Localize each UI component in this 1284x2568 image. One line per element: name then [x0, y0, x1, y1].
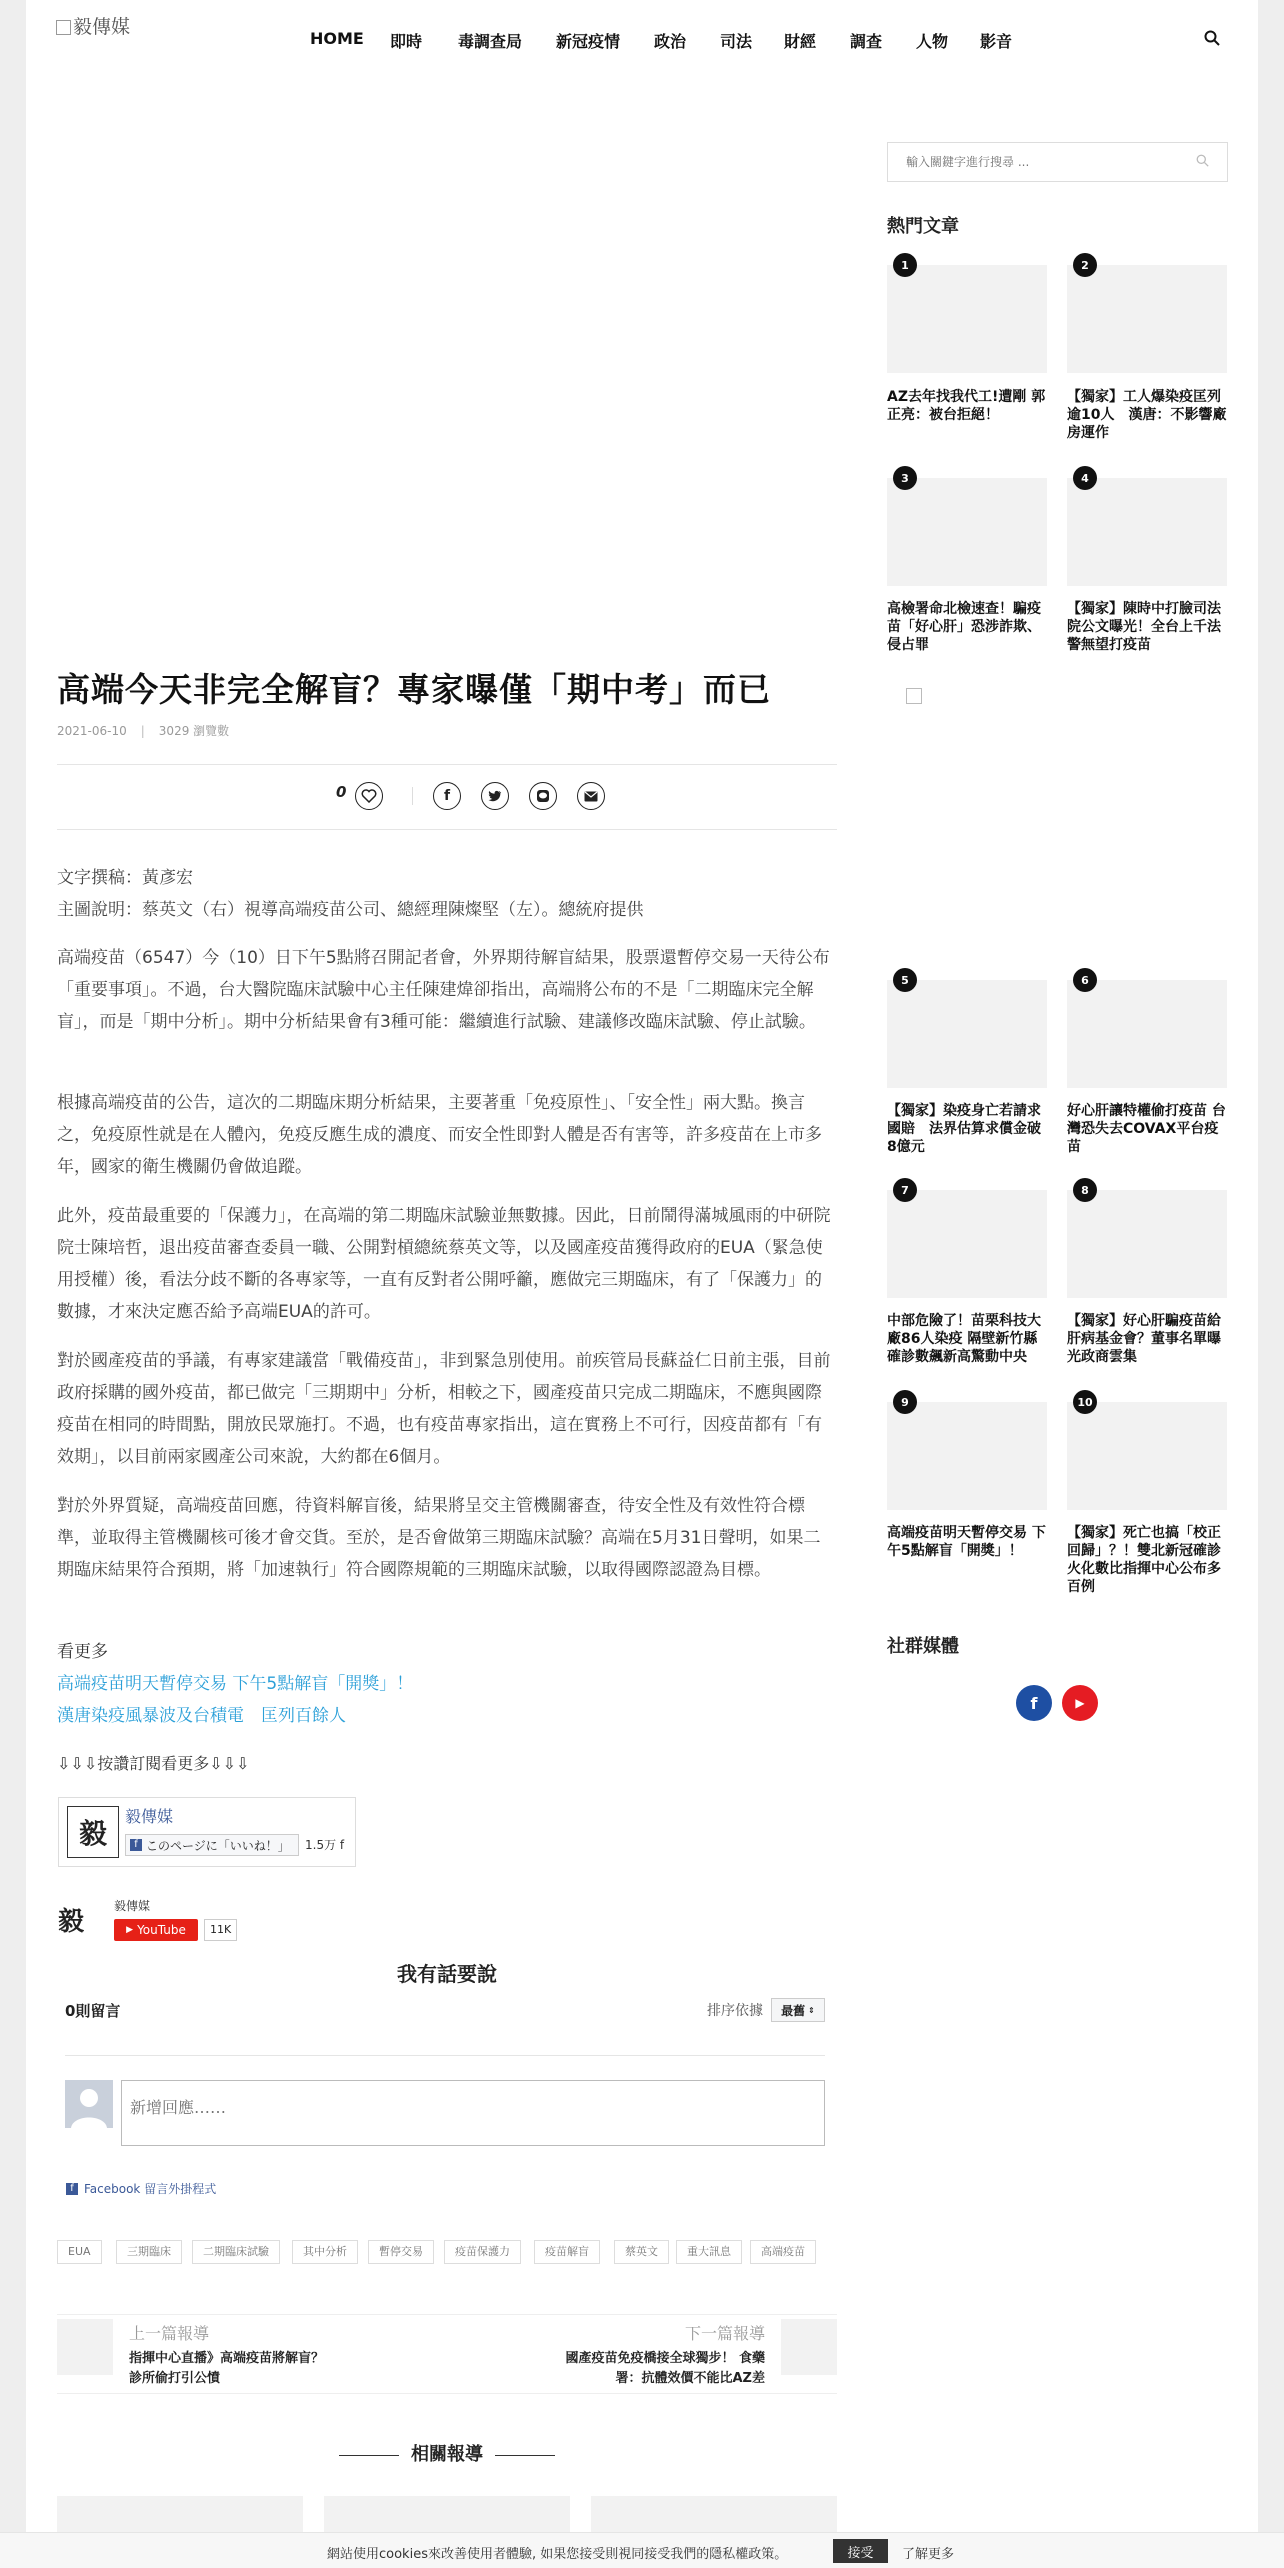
related-line-left: [339, 2455, 399, 2456]
sidebar-ad-image-icon: [906, 688, 922, 704]
comment-heading: 我有話要說: [397, 1962, 497, 1986]
popular-post-thumb[interactable]: [1067, 980, 1227, 1088]
popular-post-thumb[interactable]: [1067, 265, 1227, 373]
popular-post-title[interactable]: 【獨家】陳時中打臉司法院公文曝光！全台上千法警無望打疫苗: [1067, 601, 1221, 653]
commenter-avatar: [65, 2080, 113, 2128]
cookie-consent-bar: [0, 2532, 1284, 2568]
article-paragraph: 根據高端疫苗的公告，這次的二期臨床期分析結果，主要著重「免疫原性」、「安全性」兩大點。換言之，免疫原性就是在人體內，免疫反應生成的濃度、而安全性即對人體是否有害等，許多疫苗在上市多年，國家的衛生機關仍會做追蹤。: [57, 1093, 822, 1177]
popular-post-rank: 1: [893, 253, 917, 277]
popular-post-title[interactable]: 中部危險了！苗栗科技大廠86人染疫 隔壁新竹縣確診數飆新高驚動中央: [887, 1313, 1041, 1365]
tag-trading-halt[interactable]: 暫停交易: [368, 2240, 434, 2264]
tag-medigen[interactable]: 高端疫苗: [750, 2240, 816, 2264]
popular-post-thumb[interactable]: [887, 265, 1047, 373]
popular-posts-title: 熱門文章: [887, 216, 959, 237]
fb-page-avatar[interactable]: 毅: [67, 1806, 119, 1858]
popular-post-title[interactable]: AZ去年找我代工!遭剛 郭正亮：被台拒絕！: [887, 389, 1046, 423]
heart-icon: [361, 789, 377, 803]
facebook-icon: f: [1030, 1693, 1038, 1713]
article-byline: 文字撰稿：黃彥宏: [57, 868, 193, 888]
photo-caption: 主圖說明：蔡英文（右）視導高端疫苗公司、總經理陳燦堅（左）。總統府提供: [57, 900, 644, 920]
prev-post-label: 上一篇報導: [129, 2324, 210, 2343]
popular-post-thumb[interactable]: [887, 1190, 1047, 1298]
popular-post-title[interactable]: 高檢署命北檢速查！騙疫苗「好心肝」恐涉詐欺、侵占罪: [887, 601, 1041, 653]
popular-post-title[interactable]: 【獨家】染疫身亡若請求國賠 法界估算求償金破8億元: [887, 1103, 1041, 1155]
popular-post-title[interactable]: 【獨家】好心肝騙疫苗給肝病基金會？董事名單曝光政商雲集: [1067, 1313, 1221, 1365]
related-label: 相關報導: [411, 2444, 483, 2465]
facebook-icon: f: [130, 1839, 142, 1851]
share-line-button[interactable]: [529, 782, 557, 810]
nav-video[interactable]: 影音: [980, 32, 1013, 51]
popular-post-thumb[interactable]: [887, 980, 1047, 1088]
popular-post-thumb[interactable]: [1067, 1402, 1227, 1510]
popular-post-rank: 9: [893, 1390, 917, 1414]
facebook-icon: f: [443, 788, 451, 804]
yt-subscribe-button[interactable]: [114, 1919, 198, 1941]
popular-post-title[interactable]: 【獨家】工人爆染疫匡列逾10人 漢唐：不影響廠房運作: [1067, 389, 1227, 441]
nav-judiciary[interactable]: 司法: [720, 32, 753, 51]
comment-divider: [65, 2055, 825, 2056]
ad-space: [56, 100, 836, 650]
article-meta: [57, 722, 229, 739]
share-twitter-button[interactable]: [481, 782, 509, 810]
next-post-thumb[interactable]: [781, 2319, 837, 2375]
facebook-icon: f: [66, 2183, 78, 2195]
popular-post-thumb[interactable]: [1067, 1190, 1227, 1298]
sort-arrows-icon: ⇕: [808, 2005, 815, 2015]
tag-phase2-trial[interactable]: 二期臨床試驗: [192, 2240, 280, 2264]
related-heading: [57, 2440, 837, 2466]
cookie-text: 網站使用cookies來改善使用者體驗, 如果您接受則視同接受我們的隱私權政策。: [327, 2547, 788, 2562]
logo-image-icon: [56, 20, 71, 35]
share-facebook-button[interactable]: [433, 782, 461, 810]
popular-post-rank: 5: [893, 968, 917, 992]
tag-tsai[interactable]: 蔡英文: [614, 2240, 669, 2264]
comment-count: 0則留言: [65, 2002, 121, 2020]
article-title: 高端今天非完全解盲？專家曝僅「期中考」而已: [57, 670, 771, 709]
like-count: 0: [336, 783, 347, 801]
popular-post-title[interactable]: 【獨家】死亡也搞「校正回歸」？！雙北新冠確診火化數比指揮中心公布多百例: [1067, 1525, 1221, 1595]
facebook-page-widget: [58, 1797, 356, 1867]
popular-post-rank: 3: [893, 466, 917, 490]
related-line-right: [495, 2455, 555, 2456]
twitter-icon: [488, 790, 502, 802]
nav-finance[interactable]: 財經: [784, 32, 817, 51]
site-header: [26, 0, 1258, 80]
popular-post-thumb[interactable]: [1067, 478, 1227, 586]
fb-like-label: このページに「いいね！」: [146, 1838, 290, 1853]
yt-channel-avatar[interactable]: 毅: [58, 1907, 85, 1937]
line-icon: [536, 789, 550, 803]
post-navigation: [57, 2314, 837, 2394]
logo-text: 毅傳媒: [73, 16, 131, 38]
article-views: 3029 瀏覽數: [158, 724, 230, 738]
popular-post-rank: 4: [1073, 466, 1097, 490]
youtube-play-icon: ▶: [1075, 1696, 1085, 1710]
cookie-learn-more-link[interactable]: 了解更多: [902, 2547, 955, 2562]
fb-plugin-label: Facebook 留言外掛程式: [84, 2182, 217, 2196]
nav-people[interactable]: 人物: [916, 32, 949, 51]
search-icon[interactable]: [1196, 154, 1209, 167]
nav-realtime[interactable]: 即時: [390, 32, 423, 51]
share-bar: [57, 764, 837, 830]
prev-post-thumb[interactable]: [57, 2319, 113, 2375]
tag-major-news[interactable]: 重大訊息: [676, 2240, 742, 2264]
nav-investigations[interactable]: 調查: [850, 32, 883, 51]
social-facebook-button[interactable]: [1016, 1685, 1052, 1721]
social-youtube-button[interactable]: [1062, 1685, 1098, 1721]
sort-select[interactable]: [771, 1998, 825, 2022]
site-logo[interactable]: [56, 12, 130, 39]
sort-value: 最舊: [781, 2003, 806, 2018]
nav-politics[interactable]: 政治: [654, 32, 687, 51]
fb-comments-plugin-link[interactable]: [66, 2180, 216, 2197]
yt-subscriber-count: 11K: [204, 1919, 237, 1941]
fb-like-button[interactable]: [125, 1834, 299, 1856]
article-paragraph: 此外，疫苗最重要的「保護力」，在高端的第二期臨床試驗並無數據。因此，日前鬧得滿城風雨的中研院院士陳培哲，退出疫苗審查委員一職、公開對槓總統蔡英文等，以及國產疫苗獲得政府的EUA（緊急使用授權）後，看法分歧不斷的各專家等，一直有反對者公開呼籲，應做完三期臨床，有了「保護力」的數據，才來決定應否給予高端EUA的許可。: [57, 1206, 831, 1322]
search-icon[interactable]: [1204, 30, 1220, 46]
youtube-widget: [58, 1897, 258, 1947]
popular-post-rank: 2: [1073, 253, 1097, 277]
nav-investigation-bureau[interactable]: 毒調查局: [458, 32, 523, 51]
tag-phase3[interactable]: 三期臨床: [116, 2240, 182, 2264]
popular-post-title[interactable]: 高端疫苗明天暫停交易 下午5點解盲「開獎」！: [887, 1525, 1046, 1559]
nav-covid[interactable]: 新冠疫情: [556, 32, 621, 51]
social-media-title: 社群媒體: [887, 1636, 959, 1657]
fb-like-count: 1.5万 f: [305, 1838, 345, 1852]
article-date: 2021-06-10: [57, 724, 127, 738]
next-post-title[interactable]: 國產疫苗免疫橋接全球獨步！ 食藥署：抗體效價不能比AZ差: [565, 2351, 765, 2386]
fb-page-name[interactable]: 毅傳媒: [125, 1807, 174, 1826]
yt-channel-name[interactable]: 毅傳媒: [114, 1899, 151, 1913]
see-more-label: 看更多: [57, 1642, 108, 1662]
cookie-accept-button[interactable]: 接受: [833, 2539, 888, 2563]
email-icon: [584, 791, 598, 802]
nav-home[interactable]: HOME: [310, 29, 364, 48]
share-divider: [412, 787, 413, 805]
article-paragraph: 對於國產疫苗的爭議，有專家建議當「戰備疫苗」，非到緊急別使用。前疾管局長蘇益仁日前主張，目前政府採購的國外疫苗，都已做完「三期期中」分析，相較之下，國產疫苗只完成二期臨床，不應與國際疫苗在相同的時間點，開放民眾施打。不過，也有疫苗專家指出，這在實務上不可行，因疫苗都有「有效期」，以目前兩家國產公司來說，大約都在6個月。: [57, 1351, 831, 1467]
comment-input[interactable]: [121, 2080, 825, 2146]
popular-post-title[interactable]: 好心肝讓特權偷打疫苗 台灣恐失去COVAX平台疫苗: [1067, 1103, 1226, 1155]
tag-analysis[interactable]: 其中分析: [292, 2240, 358, 2264]
article-paragraph: 高端疫苗（6547）今（10）日下午5點將召開記者會，外界期待解盲結果，股票還暫停交易一天待公布「重要事項」。不過，台大醫院臨床試驗中心主任陳建煒卻指出，高端將公布的不是「二期臨床完全解盲」，而是「期中分析」。期中分析結果會有3種可能：繼續進行試驗、建議修改臨床試驗、停止試驗。: [57, 948, 830, 1032]
youtube-play-icon: ▶: [126, 1925, 134, 1935]
sidebar-search-input[interactable]: [887, 142, 1228, 182]
yt-button-label: YouTube: [137, 1923, 186, 1937]
tag-vaccine-unblinding[interactable]: 疫苗解盲: [534, 2240, 600, 2264]
popular-post-rank: 6: [1073, 968, 1097, 992]
popular-post-rank: 10: [1073, 1390, 1097, 1414]
tag-eua[interactable]: EUA: [57, 2240, 102, 2264]
sort-label: 排序依據: [707, 2003, 763, 2019]
popular-post-thumb[interactable]: [887, 1402, 1047, 1510]
popular-post-thumb[interactable]: [887, 478, 1047, 586]
see-more-link[interactable]: 高端疫苗明天暫停交易 下午5點解盲「開獎」！: [57, 1674, 414, 1694]
prev-post-title[interactable]: 指揮中心直播》高端疫苗將解盲？ 診所偷打引公憤: [129, 2351, 338, 2386]
like-button[interactable]: [355, 782, 383, 810]
page: [26, 0, 1258, 2568]
subscribe-prompt: ⇩⇩⇩按讚訂閱看更多⇩⇩⇩: [57, 1754, 250, 1773]
tag-vaccine-protection[interactable]: 疫苗保護力: [444, 2240, 521, 2264]
see-more-link[interactable]: 漢唐染疫風暴波及台積電 匡列百餘人: [57, 1706, 346, 1726]
user-placeholder-icon: [65, 2080, 113, 2128]
next-post-label: 下一篇報導: [684, 2324, 765, 2343]
article-paragraph: 對於外界質疑，高端疫苗回應，待資料解盲後，結果將呈交主管機關審查，待安全性及有效性符合標準，並取得主管機關核可後才會交貨。至於，是否會做第三期臨床試驗？高端在5月31日聲明，如果二期臨床結果符合預期，將「加速執行」符合國際規範的三期臨床試驗，以取得國際認證為目標。: [57, 1496, 821, 1580]
meta-separator: |: [140, 724, 145, 738]
popular-post-rank: 8: [1073, 1178, 1097, 1202]
share-email-button[interactable]: [577, 782, 605, 810]
popular-post-rank: 7: [893, 1178, 917, 1202]
